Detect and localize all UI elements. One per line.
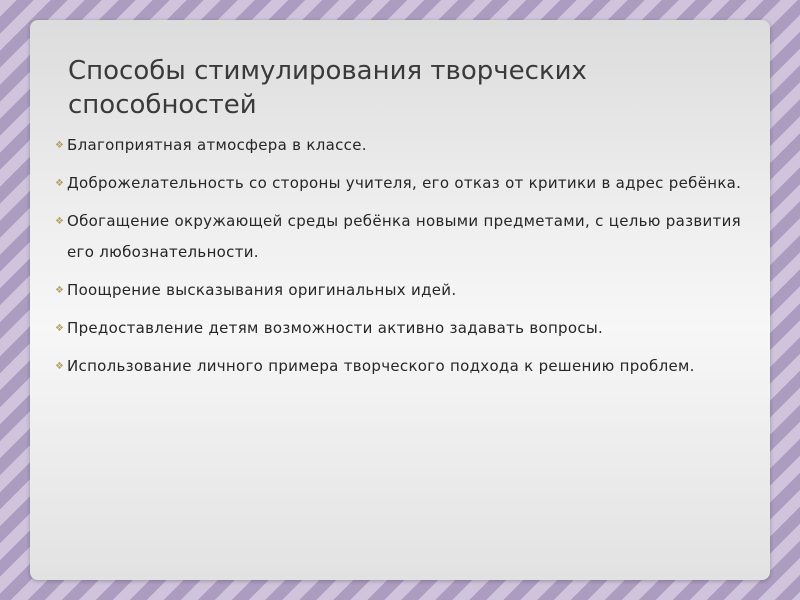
- diamond-bullet-icon: ❖: [55, 178, 65, 189]
- bullet-text: Благоприятная атмосфера в классе.: [67, 136, 367, 154]
- diamond-bullet-icon: ❖: [55, 140, 65, 151]
- bullet-list: [55, 130, 745, 389]
- slide-panel: [30, 20, 770, 580]
- bullet-text: Поощрение высказывания оригинальных идей.: [67, 281, 457, 299]
- diamond-bullet-icon: ❖: [55, 323, 65, 334]
- bullet-text: Доброжелательность со стороны учителя, его отказ от критики в адрес ребёнка.: [67, 174, 742, 192]
- diamond-bullet-icon: ❖: [55, 361, 65, 372]
- bullet-text: Обогащение окружающей среды ребёнка новыми предметами, с целью развития его любознательности.: [67, 212, 741, 261]
- bullet-text: Предоставление детям возможности активно задавать вопросы.: [67, 319, 604, 337]
- bullet-item: [55, 168, 745, 199]
- bullet-item: [55, 275, 745, 306]
- bullet-item: [55, 313, 745, 344]
- slide-title: Способы стимулирования творческих способностей: [68, 56, 587, 120]
- bullet-item: [55, 206, 745, 268]
- bullet-text: Использование личного примера творческого подхода к решению проблем.: [67, 357, 695, 375]
- bullet-item: [55, 130, 745, 161]
- diamond-bullet-icon: ❖: [55, 216, 65, 227]
- diamond-bullet-icon: ❖: [55, 285, 65, 296]
- bullet-item: [55, 351, 745, 382]
